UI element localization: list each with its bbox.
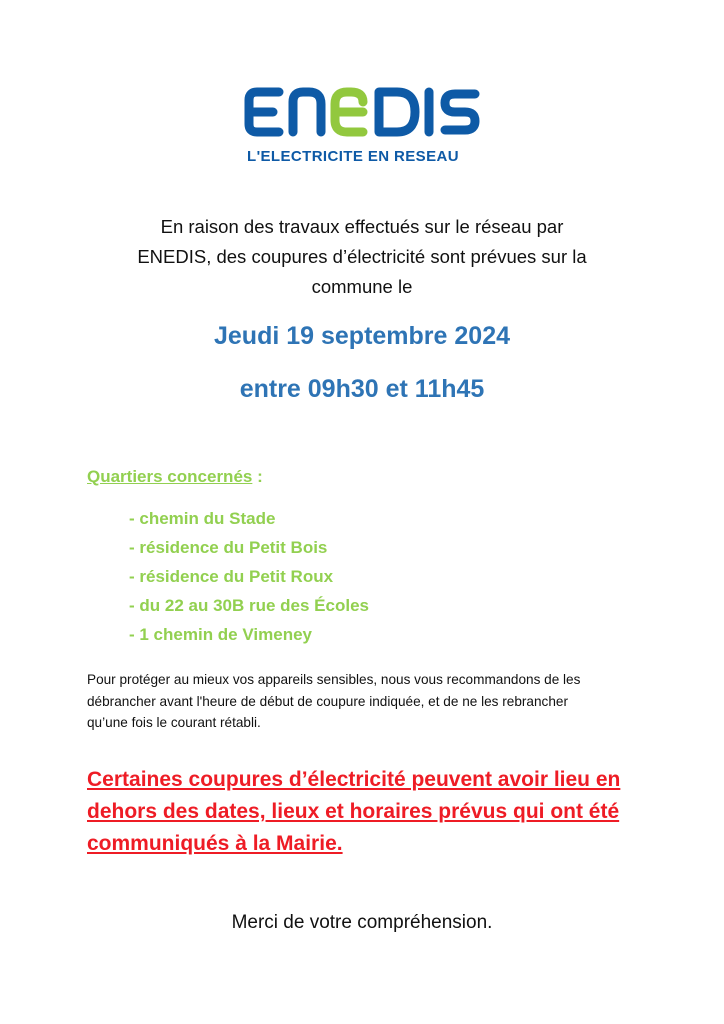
- warning-line: communiqués à la Mairie.: [87, 832, 343, 855]
- list-item: - résidence du Petit Roux: [129, 567, 334, 586]
- list-item: - 1 chemin de Vimeney: [129, 625, 312, 644]
- list-item: - résidence du Petit Bois: [129, 538, 328, 557]
- list-item: - du 22 au 30B rue des Écoles: [129, 596, 369, 615]
- advice-line: qu’une fois le courant rétabli.: [87, 715, 261, 730]
- advice-line: débrancher avant l'heure de début de coupure indiquée, et de ne les rebrancher: [87, 693, 568, 709]
- warning-paragraph: [87, 764, 647, 860]
- quartiers-list: [129, 504, 369, 649]
- advice-paragraph: [87, 669, 647, 734]
- intro-paragraph: [60, 212, 664, 302]
- advice-line: Pour protéger au mieux vos appareils sensibles, nous vous recommandons de les: [87, 672, 581, 687]
- quartiers-heading-suffix: :: [252, 467, 263, 486]
- quartiers-heading: [87, 467, 263, 487]
- intro-line: En raison des travaux effectués sur le réseau par: [160, 216, 564, 237]
- closing-thanks: Merci de votre compréhension.: [231, 912, 493, 933]
- intro-line: commune le: [311, 276, 413, 297]
- warning-line: Certaines coupures d’électricité peuvent avoir lieu en: [87, 768, 621, 791]
- outage-time: entre 09h30 et 11h45: [239, 375, 485, 403]
- enedis-wordmark-icon: [243, 82, 483, 142]
- enedis-logo: [243, 82, 483, 168]
- list-item: - chemin du Stade: [129, 509, 276, 528]
- intro-line: ENEDIS, des coupures d’électricité sont prévues sur la: [137, 246, 587, 267]
- quartiers-heading-label: Quartiers concernés: [87, 467, 253, 486]
- warning-line: dehors des dates, lieux et horaires prévus qui ont été: [87, 800, 620, 823]
- logo-tagline: L'ELECTRICITE EN RESEAU: [247, 148, 459, 165]
- outage-date: Jeudi 19 septembre 2024: [214, 322, 510, 350]
